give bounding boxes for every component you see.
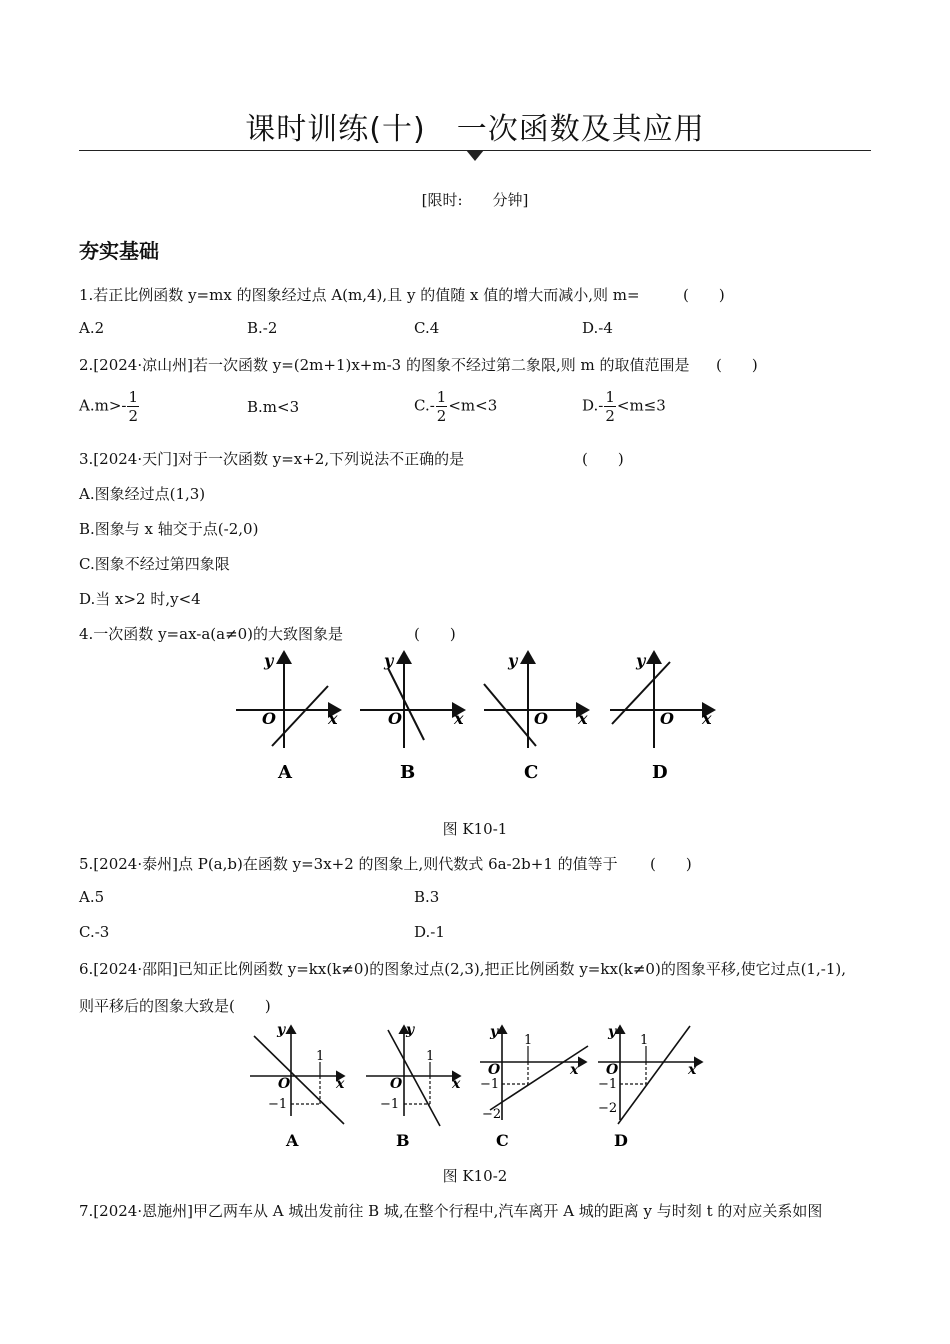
q5-option-b: B.3 bbox=[414, 888, 440, 906]
fig1-label-c: C bbox=[524, 762, 539, 783]
fig1-graph-c bbox=[484, 651, 588, 783]
fig1-a-origin: O bbox=[262, 709, 276, 728]
fig2-d-tick-m1: −1 bbox=[598, 1077, 618, 1092]
q2-stem: 2.[2024·凉山州]若一次函数 y=(2m+1)x+m-3 的图象不经过第二象限,则 m 的取值范围是 bbox=[79, 356, 690, 374]
figure-k10-1 bbox=[228, 648, 728, 788]
fig2-b-x-label: x bbox=[452, 1076, 461, 1092]
fig2-b-y-label: y bbox=[406, 1022, 415, 1038]
fig2-c-y-label: y bbox=[490, 1024, 499, 1040]
time-limit: [限时: 分钟] bbox=[421, 191, 529, 209]
page-title: 课时训练(十) 一次函数及其应用 bbox=[245, 112, 705, 147]
q2-option-a: A.m>- $\frac{1}{2}$ bbox=[79, 388, 139, 425]
q1-stem: 1.若正比例函数 y=mx 的图象经过点 A(m,4),且 y 的值随 x 值的增大而减小,则 m= bbox=[79, 286, 640, 304]
q1-option-a: A.2 bbox=[79, 319, 105, 337]
q6-line1: 6.[2024·邵阳]已知正比例函数 y=kx(k≠0)的图象过点(2,3),把正比例函数 y=kx(k≠0)的图象平移,使它过点(1,-1), bbox=[79, 960, 846, 978]
section-heading: 夯实基础 bbox=[79, 239, 159, 263]
fig1-b-y-label: y bbox=[384, 651, 394, 670]
fig2-d-tick-m2: −2 bbox=[598, 1101, 618, 1116]
fig2-d-tick-1: 1 bbox=[640, 1033, 649, 1048]
q5-option-c: C.-3 bbox=[79, 923, 110, 941]
fig2-graph-a bbox=[250, 1022, 345, 1150]
q3-option-d: D.当 x>2 时,y<4 bbox=[79, 590, 201, 608]
fig1-b-x-label: x bbox=[454, 709, 464, 728]
fig2-label-d: D bbox=[614, 1131, 628, 1150]
fig2-c-x-label: x bbox=[570, 1062, 579, 1078]
fig1-a-y-label: y bbox=[264, 651, 274, 670]
fig2-a-tick-1: 1 bbox=[316, 1049, 325, 1064]
q2-option-d: D.- $\frac{1}{2}$ <m≤3 bbox=[582, 388, 666, 425]
fig2-b-tick-m1: −1 bbox=[380, 1097, 400, 1112]
fig1-d-x-label: x bbox=[702, 709, 712, 728]
q3-option-a: A.图象经过点(1,3) bbox=[79, 485, 206, 503]
q1-paren: ( ) bbox=[683, 286, 725, 304]
q3-option-c: C.图象不经过第四象限 bbox=[79, 555, 230, 573]
fig2-b-tick-1: 1 bbox=[426, 1049, 435, 1064]
fig1-graph-a bbox=[236, 651, 340, 783]
q4-paren: ( ) bbox=[414, 625, 456, 643]
q5-stem: 5.[2024·泰州]点 P(a,b)在函数 y=3x+2 的图象上,则代数式 6a-2b+1 的值等于 bbox=[79, 855, 618, 873]
fig1-graph-b bbox=[360, 651, 464, 783]
q1-option-b: B.-2 bbox=[247, 319, 278, 337]
fig1-label-a: A bbox=[278, 762, 292, 783]
q2-option-b: B.m<3 bbox=[247, 398, 300, 416]
fig2-label-b: B bbox=[396, 1131, 410, 1150]
fig2-a-tick-m1: −1 bbox=[268, 1097, 288, 1112]
q7-stem: 7.[2024·恩施州]甲乙两车从 A 城出发前往 B 城,在整个行程中,汽车离开 A 城的距离 y 与时刻 t 的对应关系如图 bbox=[79, 1202, 823, 1220]
q4-stem: 4.一次函数 y=ax-a(a≠0)的大致图象是 bbox=[79, 625, 344, 643]
fig1-label-b: B bbox=[400, 762, 416, 783]
fig1-a-x-label: x bbox=[328, 709, 338, 728]
fig2-graph-d bbox=[598, 1024, 702, 1150]
q3-option-b: B.图象与 x 轴交于点(-2,0) bbox=[79, 520, 259, 538]
q2-paren: ( ) bbox=[716, 356, 758, 374]
fig1-label-d: D bbox=[652, 762, 668, 783]
fig2-caption: 图 K10-2 bbox=[442, 1167, 508, 1185]
q1-option-c: C.4 bbox=[414, 319, 440, 337]
fig2-graph-c bbox=[480, 1024, 588, 1150]
fig1-c-y-label: y bbox=[508, 651, 518, 670]
q5-paren: ( ) bbox=[650, 855, 692, 873]
fig2-c-origin: O bbox=[488, 1062, 501, 1078]
fig1-d-origin: O bbox=[660, 709, 674, 728]
q1-option-d: D.-4 bbox=[582, 319, 613, 337]
title-marker bbox=[466, 150, 484, 161]
fig2-a-x-label: x bbox=[336, 1076, 345, 1092]
fig1-d-y-label: y bbox=[636, 651, 646, 670]
fig2-d-y-label: y bbox=[608, 1024, 617, 1040]
fig2-d-x-label: x bbox=[688, 1062, 697, 1078]
fig2-c-tick-m1: −1 bbox=[480, 1077, 500, 1092]
q6-line2: 则平移后的图象大致是( ) bbox=[79, 997, 271, 1015]
q5-option-d: D.-1 bbox=[414, 923, 445, 941]
fig2-c-tick-m2: −2 bbox=[482, 1107, 502, 1122]
fig1-b-origin: O bbox=[388, 709, 402, 728]
q2-option-c: C.- $\frac{1}{2}$ <m<3 bbox=[414, 388, 498, 425]
fig1-graph-d bbox=[610, 651, 714, 783]
fig2-d-origin: O bbox=[606, 1062, 619, 1078]
fig1-caption: 图 K10-1 bbox=[442, 820, 508, 838]
q5-option-a: A.5 bbox=[79, 888, 105, 906]
fig2-b-origin: O bbox=[390, 1076, 403, 1092]
q3-paren: ( ) bbox=[582, 450, 624, 468]
fig1-c-origin: O bbox=[534, 709, 548, 728]
figure-k10-2 bbox=[244, 1020, 714, 1152]
fig2-graph-b bbox=[366, 1022, 461, 1150]
fig2-a-origin: O bbox=[278, 1076, 291, 1092]
fig2-a-y-label: y bbox=[277, 1022, 286, 1038]
fig2-label-c: C bbox=[496, 1131, 509, 1150]
fig2-c-tick-1: 1 bbox=[524, 1033, 533, 1048]
fig1-c-x-label: x bbox=[578, 709, 588, 728]
fig2-label-a: A bbox=[286, 1131, 299, 1150]
q3-stem: 3.[2024·天门]对于一次函数 y=x+2,下列说法不正确的是 bbox=[79, 450, 465, 468]
